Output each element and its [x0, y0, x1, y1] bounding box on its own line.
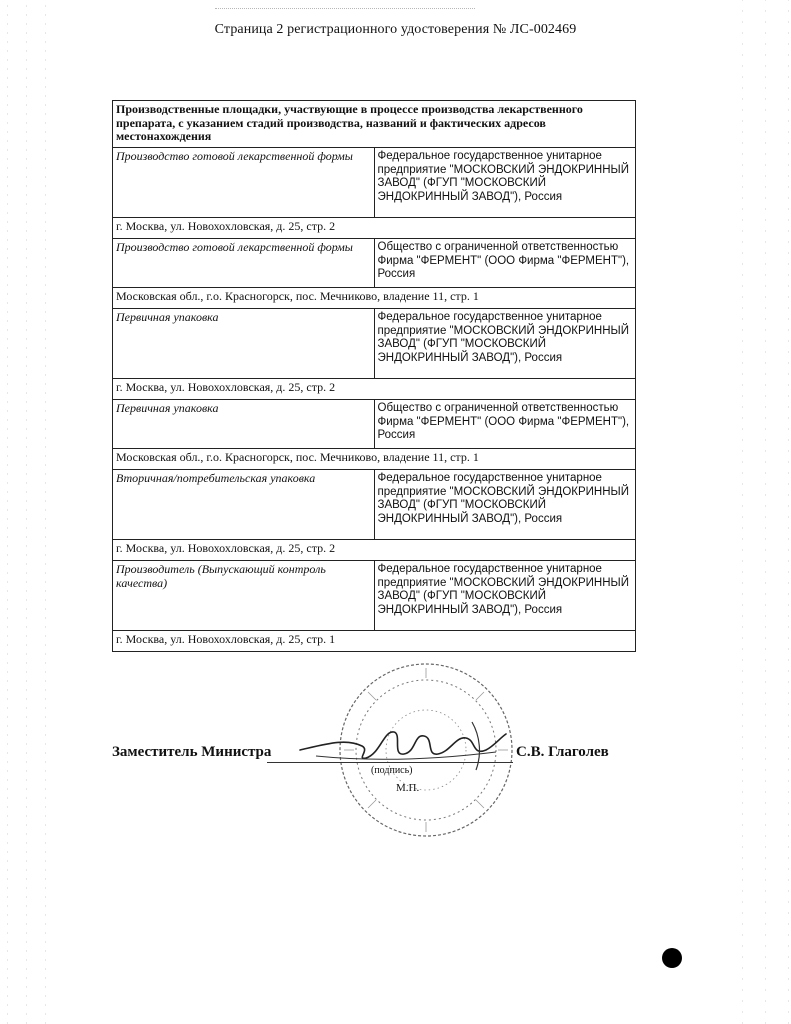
stage-cell: Вторичная/потребительская упаковка: [113, 470, 375, 540]
stamp-place-label: М.П.: [396, 782, 420, 794]
address-cell: Московская обл., г.о. Красногорск, пос. Мечниково, владение 11, стр. 1: [113, 288, 636, 309]
address-row: [113, 449, 636, 470]
stage-cell: Производитель (Выпускающий контроль качества): [113, 561, 375, 631]
stage-cell: Первичная упаковка: [113, 400, 375, 449]
address-row: [113, 288, 636, 309]
organization-cell: Федеральное государственное унитарное предприятие "МОСКОВСКИЙ ЭНДОКРИННЫЙ ЗАВОД" (ФГУП "МОСКОВСКИЙ ЭНДОКРИННЫЙ ЗАВОД"), Россия: [374, 309, 636, 379]
scan-noise-right: [731, 0, 791, 1024]
stage-cell: Производство готовой лекарственной формы: [113, 148, 375, 218]
signature-line: [267, 762, 513, 763]
address-cell: г. Москва, ул. Новохохловская, д. 25, стр. 2: [113, 218, 636, 239]
signatory-position: Заместитель Министра: [112, 744, 272, 760]
scan-noise-top: [215, 8, 475, 17]
stage-cell: Производство готовой лекарственной формы: [113, 239, 375, 288]
table-heading: Производственные площадки, участвующие в процессе производства лекарственного препарата, с указанием стадий производства, названий и фактических адресов местонахождения: [113, 101, 636, 148]
organization-cell: Общество с ограниченной ответственностью Фирма "ФЕРМЕНТ" (ООО Фирма "ФЕРМЕНТ"), Россия: [374, 239, 636, 288]
organization-cell: Федеральное государственное унитарное предприятие "МОСКОВСКИЙ ЭНДОКРИННЫЙ ЗАВОД" (ФГУП "МОСКОВСКИЙ ЭНДОКРИННЫЙ ЗАВОД"), Россия: [374, 561, 636, 631]
address-row: [113, 379, 636, 400]
table-row: [113, 400, 636, 449]
organization-cell: Федеральное государственное унитарное предприятие "МОСКОВСКИЙ ЭНДОКРИННЫЙ ЗАВОД" (ФГУП "МОСКОВСКИЙ ЭНДОКРИННЫЙ ЗАВОД"), Россия: [374, 148, 636, 218]
address-cell: г. Москва, ул. Новохохловская, д. 25, стр. 2: [113, 379, 636, 400]
table-row: [113, 148, 636, 218]
scan-mark-dot: [662, 948, 682, 968]
organization-cell: Федеральное государственное унитарное предприятие "МОСКОВСКИЙ ЭНДОКРИННЫЙ ЗАВОД" (ФГУП "МОСКОВСКИЙ ЭНДОКРИННЫЙ ЗАВОД"), Россия: [374, 470, 636, 540]
scan-noise-left: [0, 0, 60, 1024]
table-row: [113, 561, 636, 631]
page-title: Страница 2 регистрационного удостоверения № ЛС-002469: [214, 22, 577, 37]
address-row: [113, 218, 636, 239]
table-row: [113, 470, 636, 540]
organization-cell: Общество с ограниченной ответственностью Фирма "ФЕРМЕНТ" (ООО Фирма "ФЕРМЕНТ"), Россия: [374, 400, 636, 449]
production-sites-table: [112, 100, 636, 652]
address-cell: г. Москва, ул. Новохохловская, д. 25, стр. 1: [113, 631, 636, 652]
address-cell: г. Москва, ул. Новохохловская, д. 25, стр. 2: [113, 540, 636, 561]
address-row: [113, 631, 636, 652]
address-row: [113, 540, 636, 561]
table-row: [113, 309, 636, 379]
address-cell: Московская обл., г.о. Красногорск, пос. Мечниково, владение 11, стр. 1: [113, 449, 636, 470]
table-row: [113, 239, 636, 288]
signature-caption: (подпись): [371, 765, 413, 776]
stage-cell: Первичная упаковка: [113, 309, 375, 379]
signatory-name: С.В. Глаголев: [516, 744, 609, 760]
